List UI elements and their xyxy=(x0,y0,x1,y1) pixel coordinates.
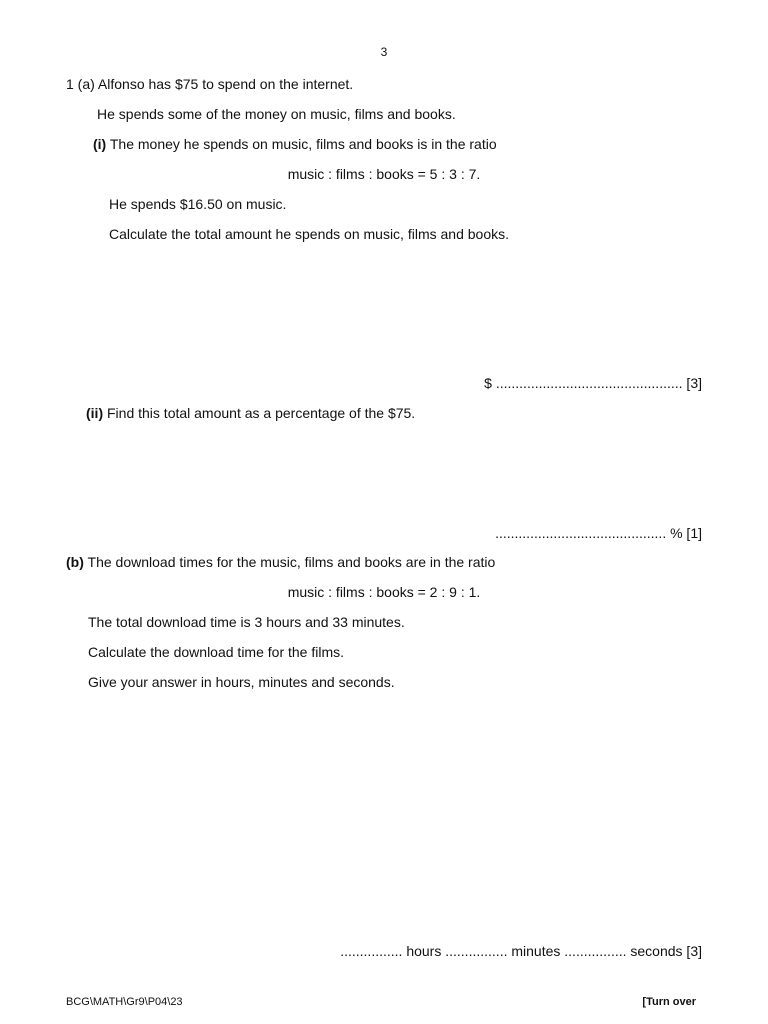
question-1b-instruction: Calculate the download time for the films. xyxy=(88,644,345,660)
question-1a-ii-text: Find this total amount as a percentage of the $75. xyxy=(103,405,416,421)
question-1b-text: The download times for the music, films and books are in the ratio xyxy=(83,554,496,570)
music-spend-text: He spends $16.50 on music. xyxy=(109,196,287,212)
question-1a-heading: 1 (a) Alfonso has $75 to spend on the internet. xyxy=(66,76,354,92)
part-label-b: (b) xyxy=(66,554,84,570)
question-1b xyxy=(66,554,495,570)
question-1a-i xyxy=(93,136,497,152)
page-number: 3 xyxy=(380,45,388,59)
answer-line-1b: ................ hours ................ minutes ................ seconds [3] xyxy=(340,943,702,959)
question-1a-i-text: The money he spends on music, films and books is in the ratio xyxy=(106,136,497,152)
ratio-1a: music : films : books = 5 : 3 : 7. xyxy=(287,166,481,182)
part-label-i: (i) xyxy=(93,136,107,152)
footer-code: BCG\MATH\Gr9\P04\23 xyxy=(66,996,183,1008)
question-1a-ii xyxy=(86,405,415,421)
turn-over-label: [Turn over xyxy=(642,996,696,1008)
total-download-time: The total download time is 3 hours and 33 minutes. xyxy=(88,614,405,630)
question-1a-context: He spends some of the money on music, films and books. xyxy=(97,106,456,122)
question-1b-format-note: Give your answer in hours, minutes and seconds. xyxy=(88,674,395,690)
answer-line-1a-i: $ ................................................ [3] xyxy=(484,375,702,391)
part-label-ii: (ii) xyxy=(86,405,104,421)
ratio-1b: music : films : books = 2 : 9 : 1. xyxy=(287,584,481,600)
answer-line-1a-ii: ............................................ % [1] xyxy=(495,525,702,541)
question-1a-i-instruction: Calculate the total amount he spends on music, films and books. xyxy=(109,226,509,242)
